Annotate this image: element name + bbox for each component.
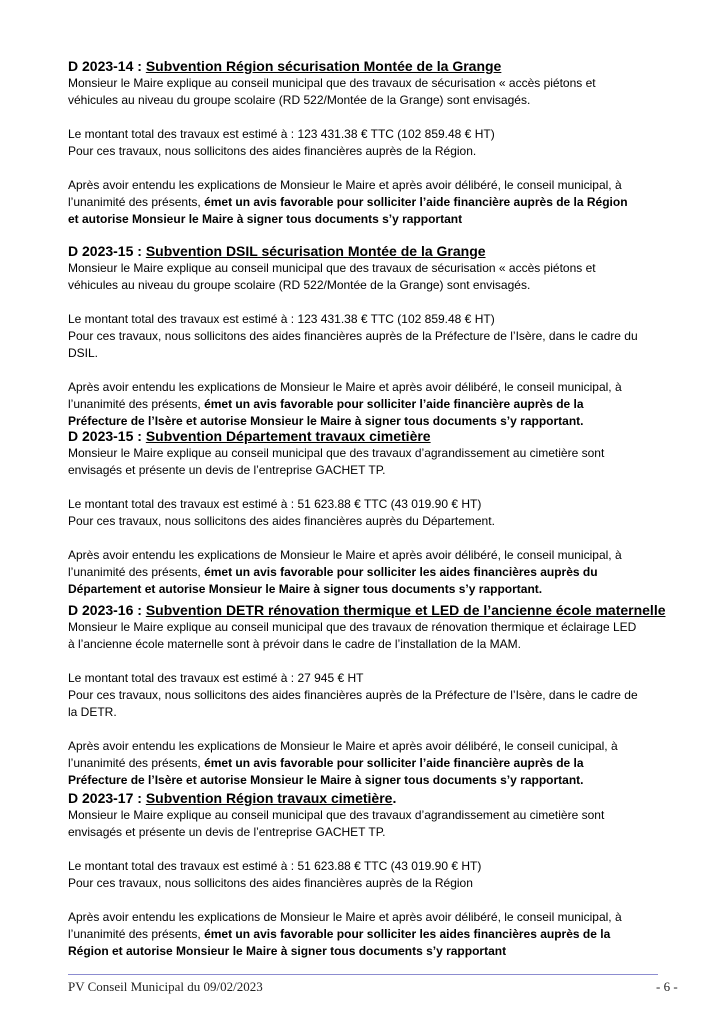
decision-line xyxy=(68,194,686,211)
decision-bold-line: Région et autorise Monsieur le Maire à signer tous documents s’y rapportant xyxy=(68,944,507,958)
amount-line: Le montant total des travaux est estimé à : 51 623.88 € TTC (43 019.90 € HT) xyxy=(68,859,482,873)
request-line: Pour ces travaux, nous sollicitons des aides financières auprès de la Préfecture de l’Isère, dans le cadre de xyxy=(68,688,638,702)
intro-line: Monsieur le Maire explique au conseil municipal que des travaux de rénovation thermique et éclairage LED xyxy=(68,620,637,634)
deliberation-section xyxy=(68,243,686,428)
section-heading xyxy=(68,790,686,807)
amount-line: Le montant total des travaux est estimé à : 123 431.38 € TTC (102 859.48 € HT) xyxy=(68,312,495,326)
decision-bold-line: et autorise Monsieur le Maire à signer tous documents s’y rapportant xyxy=(68,212,463,226)
decision-text: l’unanimité des présents, xyxy=(68,565,205,579)
section-code: D 2023-14 : xyxy=(68,58,146,74)
decision-line: Après avoir entendu les explications de Monsieur le Maire et après avoir délibéré, le conseil municipal, à xyxy=(68,910,622,924)
decision-text: l’unanimité des présents, xyxy=(68,195,205,209)
section-heading xyxy=(68,428,686,445)
decision-bold: émet un avis favorable pour solliciter les aides financières auprès du xyxy=(204,565,598,579)
section-title: Subvention Région sécurisation Montée de la Grange xyxy=(145,58,502,74)
decision-line xyxy=(68,926,686,943)
page-number: - 6 - xyxy=(656,979,678,994)
decision-text: l’unanimité des présents, xyxy=(68,927,205,941)
amount-line: Le montant total des travaux est estimé à : 51 623.88 € TTC (43 019.90 € HT) xyxy=(68,497,482,511)
request-line: Pour ces travaux, nous sollicitons des aides financières auprès de la Région. xyxy=(68,144,477,158)
decision-line: Après avoir entendu les explications de Monsieur le Maire et après avoir délibéré, le conseil municipal, à xyxy=(68,548,622,562)
decision-bold: émet un avis favorable pour solliciter l’aide financière auprès de la Région xyxy=(204,195,628,209)
decision-line xyxy=(68,564,686,581)
decision-bold: émet un avis favorable pour solliciter les aides financières auprès de la xyxy=(204,927,611,941)
section-heading xyxy=(68,602,686,619)
footer-divider xyxy=(68,974,658,975)
section-title-suffix: . xyxy=(392,790,397,806)
request-line: Pour ces travaux, nous sollicitons des aides financières auprès de la Préfecture de l’Isère, dans le cadre du xyxy=(68,329,638,343)
deliberation-section xyxy=(68,58,686,243)
amount-line: Le montant total des travaux est estimé à : 27 945 € HT xyxy=(68,671,364,685)
deliberation-section xyxy=(68,602,686,790)
decision-line: Après avoir entendu les explications de Monsieur le Maire et après avoir délibéré, le conseil cunicipal, à xyxy=(68,739,618,753)
footer-title: PV Conseil Municipal du 09/02/2023 xyxy=(68,979,263,994)
request-line: la DETR. xyxy=(68,705,117,719)
intro-line: véhicules au niveau du groupe scolaire (RD 522/Montée de la Grange) sont envisagés. xyxy=(68,93,531,107)
intro-line: envisagés et présente un devis de l’entreprise GACHET TP. xyxy=(68,825,386,839)
intro-line: Monsieur le Maire explique au conseil municipal que des travaux d’agrandissement au cimetière sont xyxy=(68,446,605,460)
intro-line: à l’ancienne école maternelle sont à prévoir dans le cadre de l’installation de la MAM. xyxy=(68,637,521,651)
section-code: D 2023-15 : xyxy=(68,428,146,444)
intro-line: véhicules au niveau du groupe scolaire (RD 522/Montée de la Grange) sont envisagés. xyxy=(68,278,531,292)
request-line: Pour ces travaux, nous sollicitons des aides financières auprès du Département. xyxy=(68,514,495,528)
section-code: D 2023-17 : xyxy=(68,790,146,806)
decision-bold-line: Préfecture de l’Isère et autorise Monsieur le Maire à signer tous documents s’y rapportant. xyxy=(68,773,584,787)
section-title: Subvention Département travaux cimetière xyxy=(145,428,431,444)
request-line: Pour ces travaux, nous sollicitons des aides financières auprès de la Région xyxy=(68,876,473,890)
deliberation-section xyxy=(68,790,686,960)
decision-bold: émet un avis favorable pour solliciter l’aide financière auprès de la xyxy=(204,756,584,770)
intro-line: Monsieur le Maire explique au conseil municipal que des travaux de sécurisation « accès piétons et xyxy=(68,261,596,275)
request-line: DSIL. xyxy=(68,346,99,360)
amount-line: Le montant total des travaux est estimé à : 123 431.38 € TTC (102 859.48 € HT) xyxy=(68,127,495,141)
section-title: Subvention DETR rénovation thermique et LED de l’ancienne école maternelle xyxy=(145,602,666,618)
intro-line: envisagés et présente un devis de l’entreprise GACHET TP. xyxy=(68,463,386,477)
section-code: D 2023-16 : xyxy=(68,602,146,618)
section-heading xyxy=(68,243,686,260)
intro-line: Monsieur le Maire explique au conseil municipal que des travaux de sécurisation « accès piétons et xyxy=(68,76,596,90)
decision-line xyxy=(68,755,686,772)
decision-line: Après avoir entendu les explications de Monsieur le Maire et après avoir délibéré, le conseil municipal, à xyxy=(68,178,622,192)
decision-bold: émet un avis favorable pour solliciter l’aide financière auprès de la xyxy=(204,397,584,411)
intro-line: Monsieur le Maire explique au conseil municipal que des travaux d’agrandissement au cimetière sont xyxy=(68,808,605,822)
section-title: Subvention DSIL sécurisation Montée de la Grange xyxy=(145,243,486,259)
document-page xyxy=(68,58,686,960)
deliberation-section xyxy=(68,428,686,602)
section-heading xyxy=(68,58,686,75)
decision-line xyxy=(68,396,686,413)
section-code: D 2023-15 : xyxy=(68,243,146,259)
decision-text: l’unanimité des présents, xyxy=(68,756,205,770)
section-title: Subvention Région travaux cimetière xyxy=(145,790,393,806)
decision-text: l’unanimité des présents, xyxy=(68,397,205,411)
decision-line: Après avoir entendu les explications de Monsieur le Maire et après avoir délibéré, le conseil municipal, à xyxy=(68,380,622,394)
decision-bold-line: Préfecture de l’Isère et autorise Monsieur le Maire à signer tous documents s’y rapportant. xyxy=(68,414,584,428)
decision-bold-line: Département et autorise Monsieur le Maire à signer tous documents s’y rapportant. xyxy=(68,582,543,596)
